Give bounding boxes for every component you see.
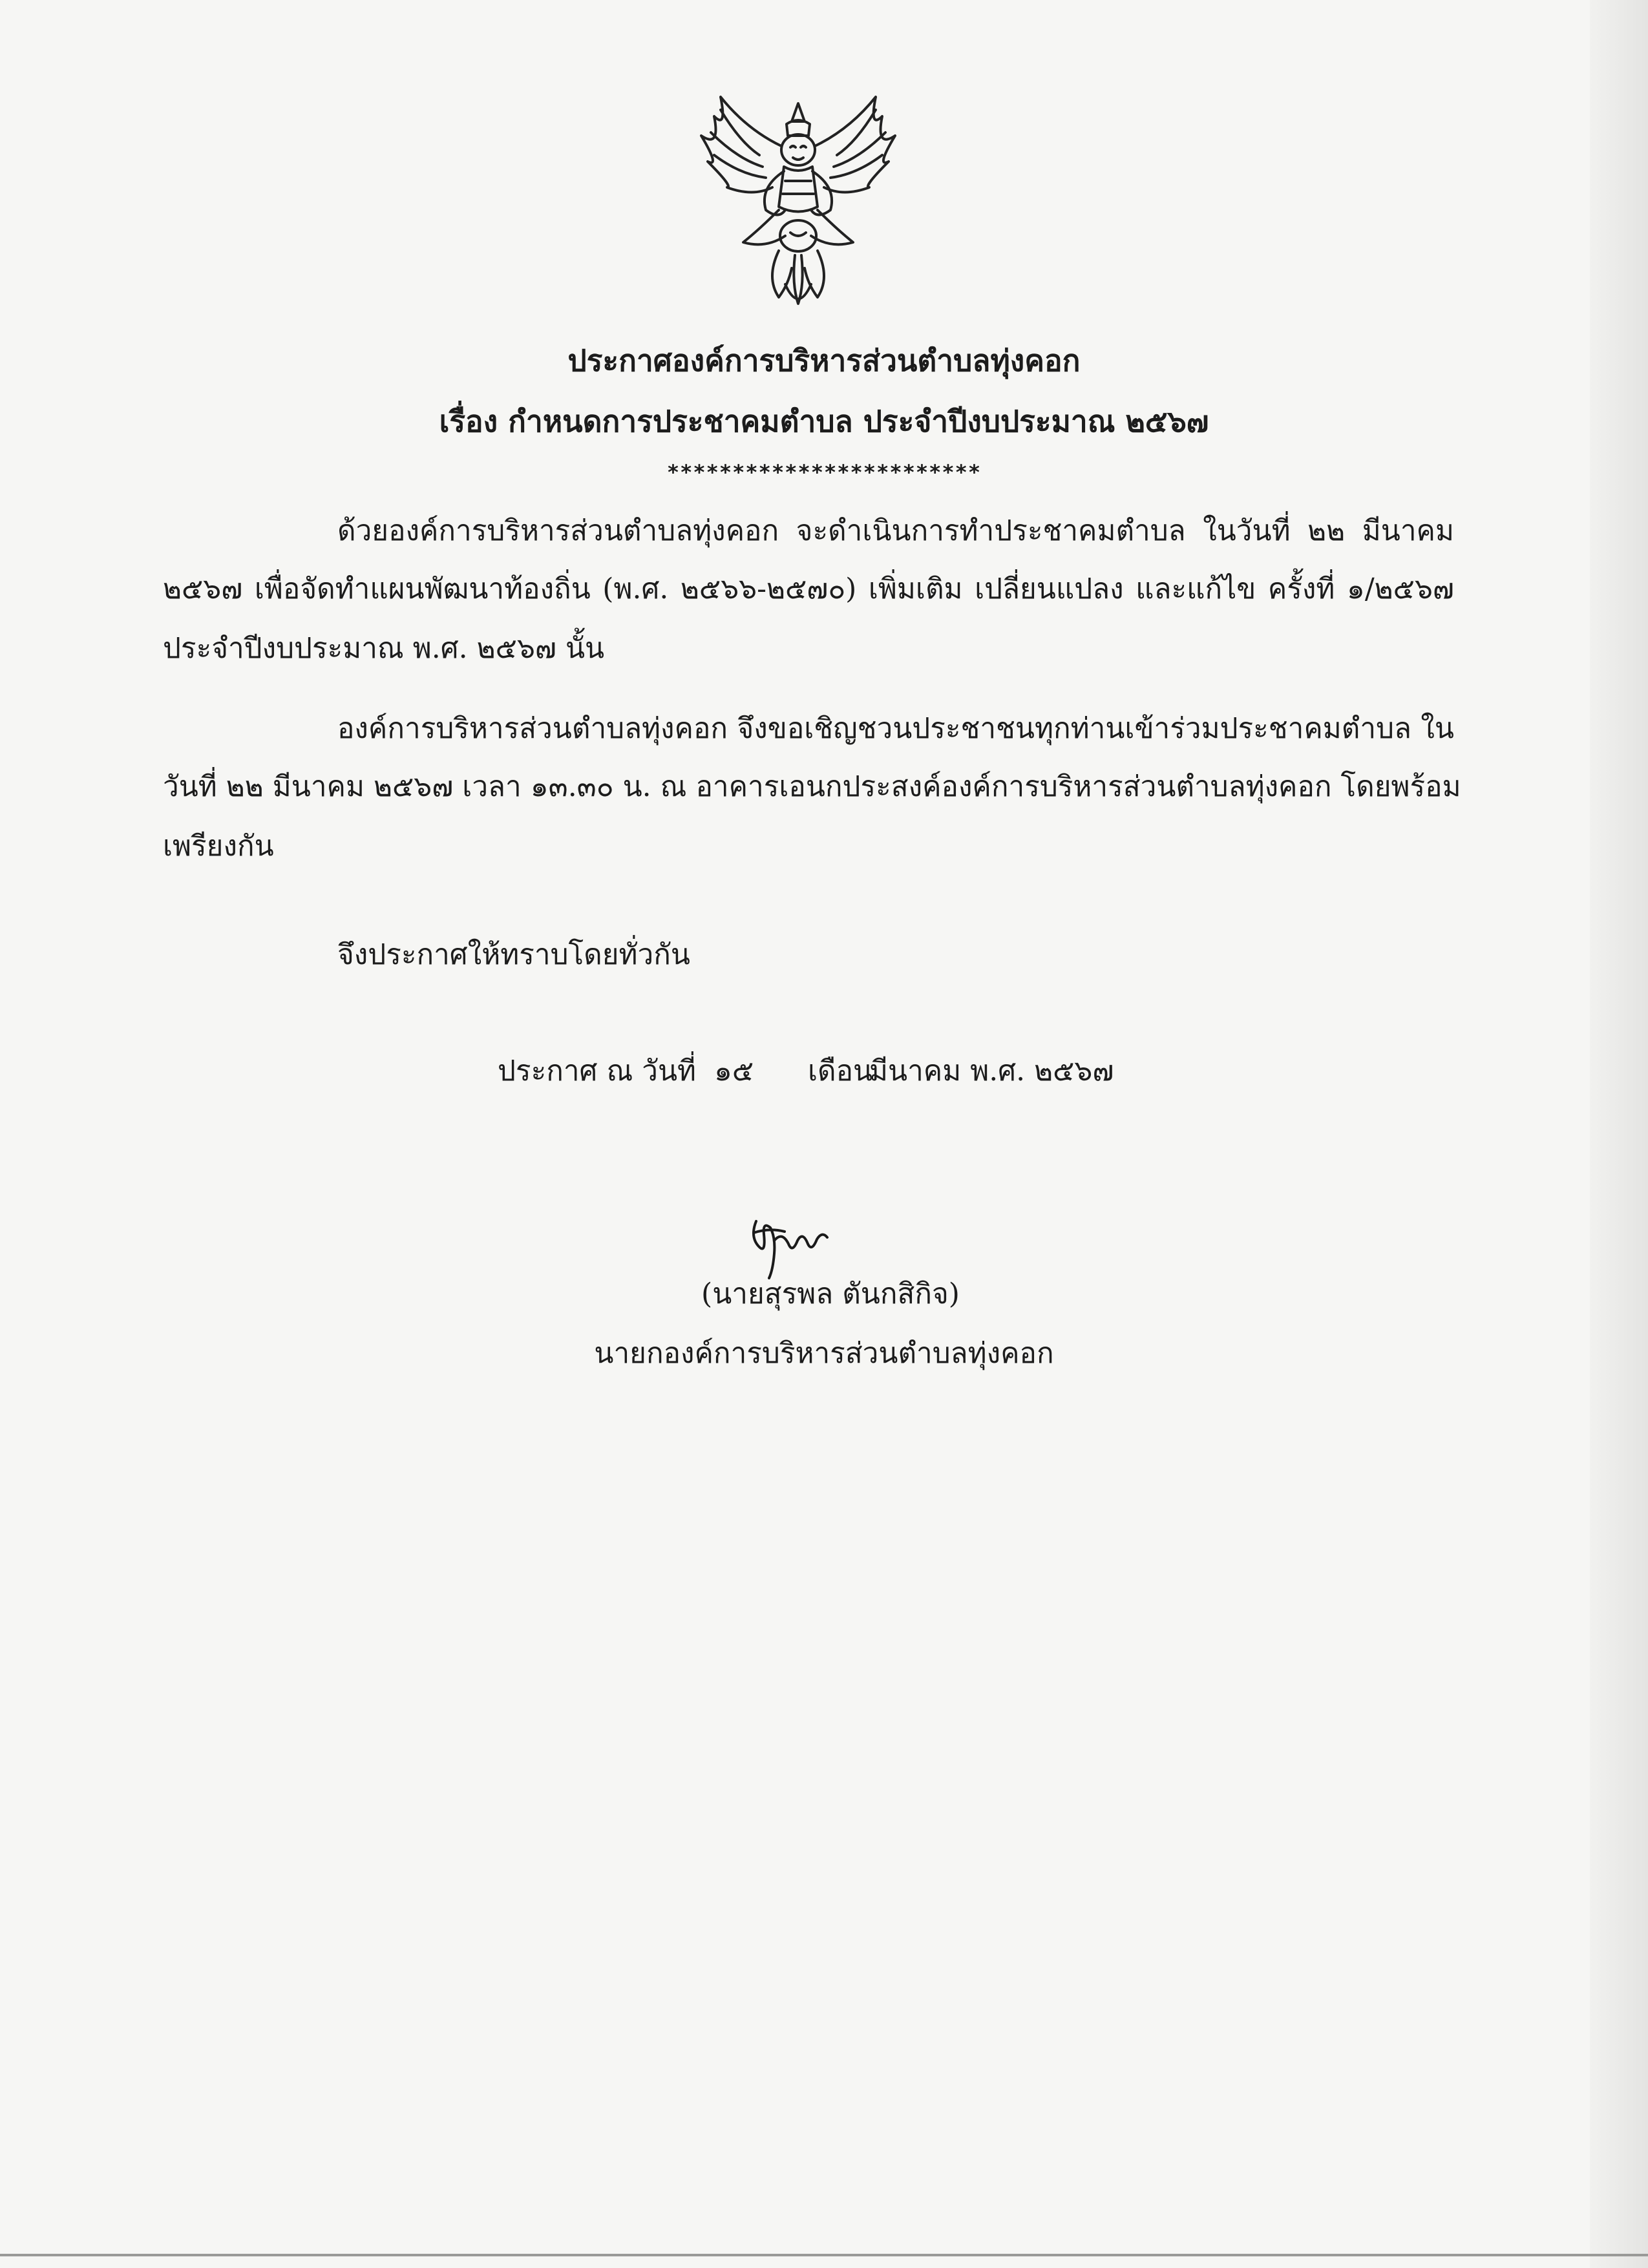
paragraph-1-line-3: ประจำปีงบประมาณ พ.ศ. ๒๕๖๗ นั้น [163, 632, 605, 665]
announcement-date [498, 1053, 1144, 1089]
announcement-title: ประกาศองค์การบริหารส่วนตำบลทุ่งคอก [567, 343, 1081, 378]
paragraph-1-line-2: ๒๕๖๗ เพื่อจัดทำแผนพัฒนาท้องถิ่น (พ.ศ. ๒๕๖๖-๒๕๗๐) เพิ่มเติม เปลี่ยนแปลง และแก้ไข ครั้งที่ ๑/๒๕๖๗ [163, 572, 1454, 605]
signer-position: นายกองค์การบริหารส่วนตำบลทุ่งคอก [594, 1337, 1054, 1370]
scan-bottom-edge [0, 2254, 1648, 2256]
paragraph-2-line-3: เพรียงกัน [163, 830, 274, 863]
date-label: ประกาศ ณ วันที่ [498, 1055, 697, 1087]
date-month-year: มีนาคม พ.ศ. ๒๕๖๗ [869, 1055, 1114, 1087]
paragraph-2-line-2: วันที่ ๒๒ มีนาคม ๒๕๖๗ เวลา ๑๓.๓๐ น. ณ อาคารเอนกประสงค์องค์การบริหารส่วนตำบลทุ่งคอก โดยพร้อม [163, 770, 1461, 803]
signer-name: (นายสุรพล ตันกสิกิจ) [701, 1277, 960, 1310]
separator: ************************ [666, 460, 982, 485]
date-day: ๑๕ [714, 1055, 754, 1087]
closing-statement: จึงประกาศให้ทราบโดยทั่วกัน [337, 938, 690, 971]
announcement-subject: เรื่อง กำหนดการประชาคมตำบล ประจำปีงบประมาณ ๒๕๖๗ [439, 404, 1209, 439]
paragraph-2-line-1: องค์การบริหารส่วนตำบลทุ่งคอก จึงขอเชิญชวนประชาชนทุกท่านเข้าร่วมประชาคมตำบล ใน [337, 712, 1454, 745]
handwritten-signature [730, 1208, 860, 1279]
paragraph-1-line-1: ด้วยองค์การบริหารส่วนตำบลทุ่งคอก จะดำเนินการทำประชาคมตำบล ในวันที่ ๒๒ มีนาคม [337, 514, 1454, 547]
scan-edge-shadow [1590, 0, 1648, 2268]
date-month-label: เดือน [808, 1055, 873, 1087]
garuda-emblem [682, 90, 914, 323]
